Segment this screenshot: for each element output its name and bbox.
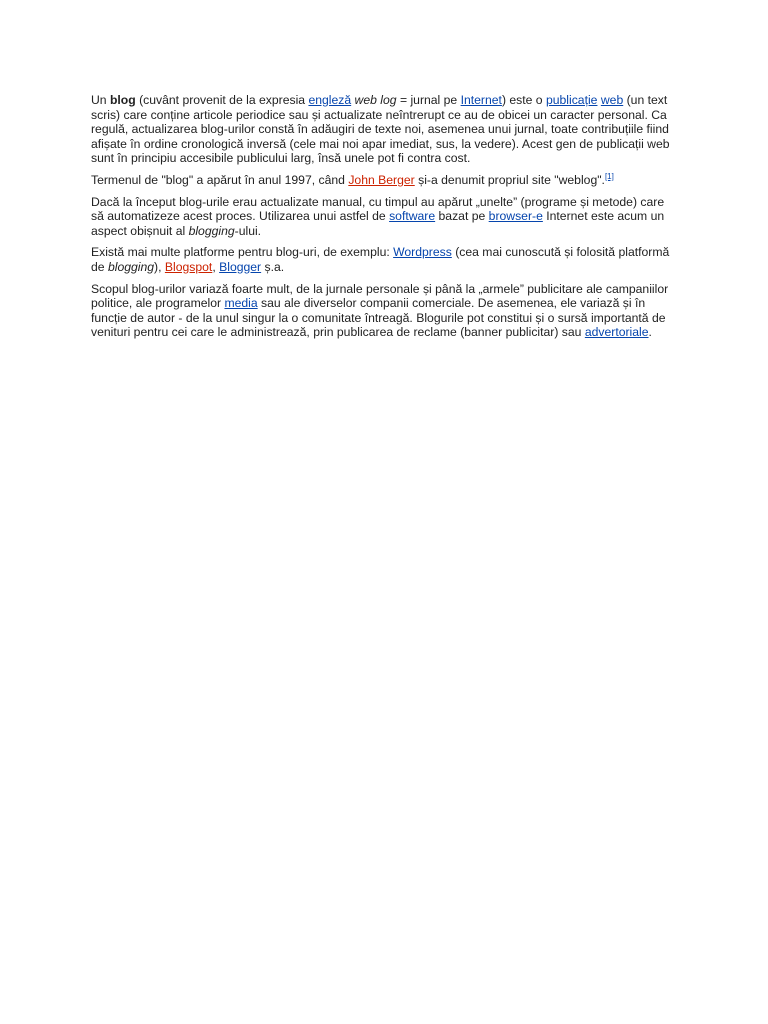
text-run: Dacă la început blog-urile erau actualizate manual, cu timpul au apărut „unelte” (programe și metode) care să automatizeze acest proces. Utilizarea unui astfel de [91,194,665,224]
link-engleză[interactable]: engleză [308,93,352,107]
paragraph-1 [91,93,675,166]
text-run: (cuvânt provenit de la expresia [135,93,309,107]
document-body [91,93,675,347]
footnote-ref [605,172,614,181]
text-run: și-a denumit propriul site "weblog". [414,172,605,187]
italic-term: blogging [188,223,235,238]
text-run: Există mai multe platforme pentru blog-uri, de exemplu: [91,245,394,260]
paragraph-4 [91,245,675,274]
paragraph-2 [91,173,675,188]
link-media[interactable]: media [224,296,258,311]
link-publicație[interactable]: publicație [545,93,598,107]
paragraph-5 [91,282,675,340]
footnote-link[interactable]: [1] [604,171,614,181]
italic-term: blogging [107,259,155,274]
link-browser-e[interactable]: browser-e [488,209,543,224]
link-blogger[interactable]: Blogger [219,259,262,274]
text-run: ) este o [501,93,546,107]
text-run: -ului. [234,223,262,238]
text-run: ), [154,259,165,274]
link-john-berger[interactable]: John Berger [348,172,415,187]
paragraph-3 [91,195,675,239]
text-run: = jurnal pe [396,93,461,107]
text-run: Termenul de "blog" a apărut în anul 1997, când [91,172,349,187]
text-run: Internet este acum un aspect obișnuit al [91,209,665,238]
bold-term: blog [109,93,136,107]
text-run: sau ale diverselor companii comerciale. De asemenea, ele variază și în funcție de autor - de la unul singur la o comunitate întreagă. Blogurile pot constitui și o sursă importantă de venituri pentru cei care le administrează, prin publicarea de reclame (banner publicitar) sau [91,296,666,340]
text-run: Scopul blog-urilor variază foarte mult, de la jurnale personale și până la „armele” publicitare ale campaniilor politice, ale programelor [91,281,669,311]
text-run: bazat pe [435,209,489,224]
text-run: (cea mai cunoscută și folosită platformă de [91,245,670,274]
text-run: . [648,325,652,340]
link-software[interactable]: software [389,209,436,224]
text-run: Un [91,93,110,107]
link-web[interactable]: web [600,93,624,107]
text-run: , [212,259,220,274]
link-blogspot[interactable]: Blogspot [164,259,213,274]
text-run: (un text scris) care conține articole periodice sau și actualizate neîntrerupt ce au de obicei un caracter personal. Ca regulă, actualizarea blog-urilor constă în adăugiri de texte noi, asemenea unui jurnal, toate contribuțiile fiind afișate în ordine cronologică inversă (cele mai noi apar imediat, sus, la vedere). Acest gen de publicații web sunt în principiu accesibile publicului larg, însă unele pot fi contra cost. [91,93,670,166]
link-wordpress[interactable]: Wordpress [393,245,452,260]
italic-term: web log [354,93,397,107]
text-run: ș.a. [261,259,285,274]
link-internet[interactable]: Internet [460,93,502,107]
link-advertoriale[interactable]: advertoriale [584,325,649,340]
